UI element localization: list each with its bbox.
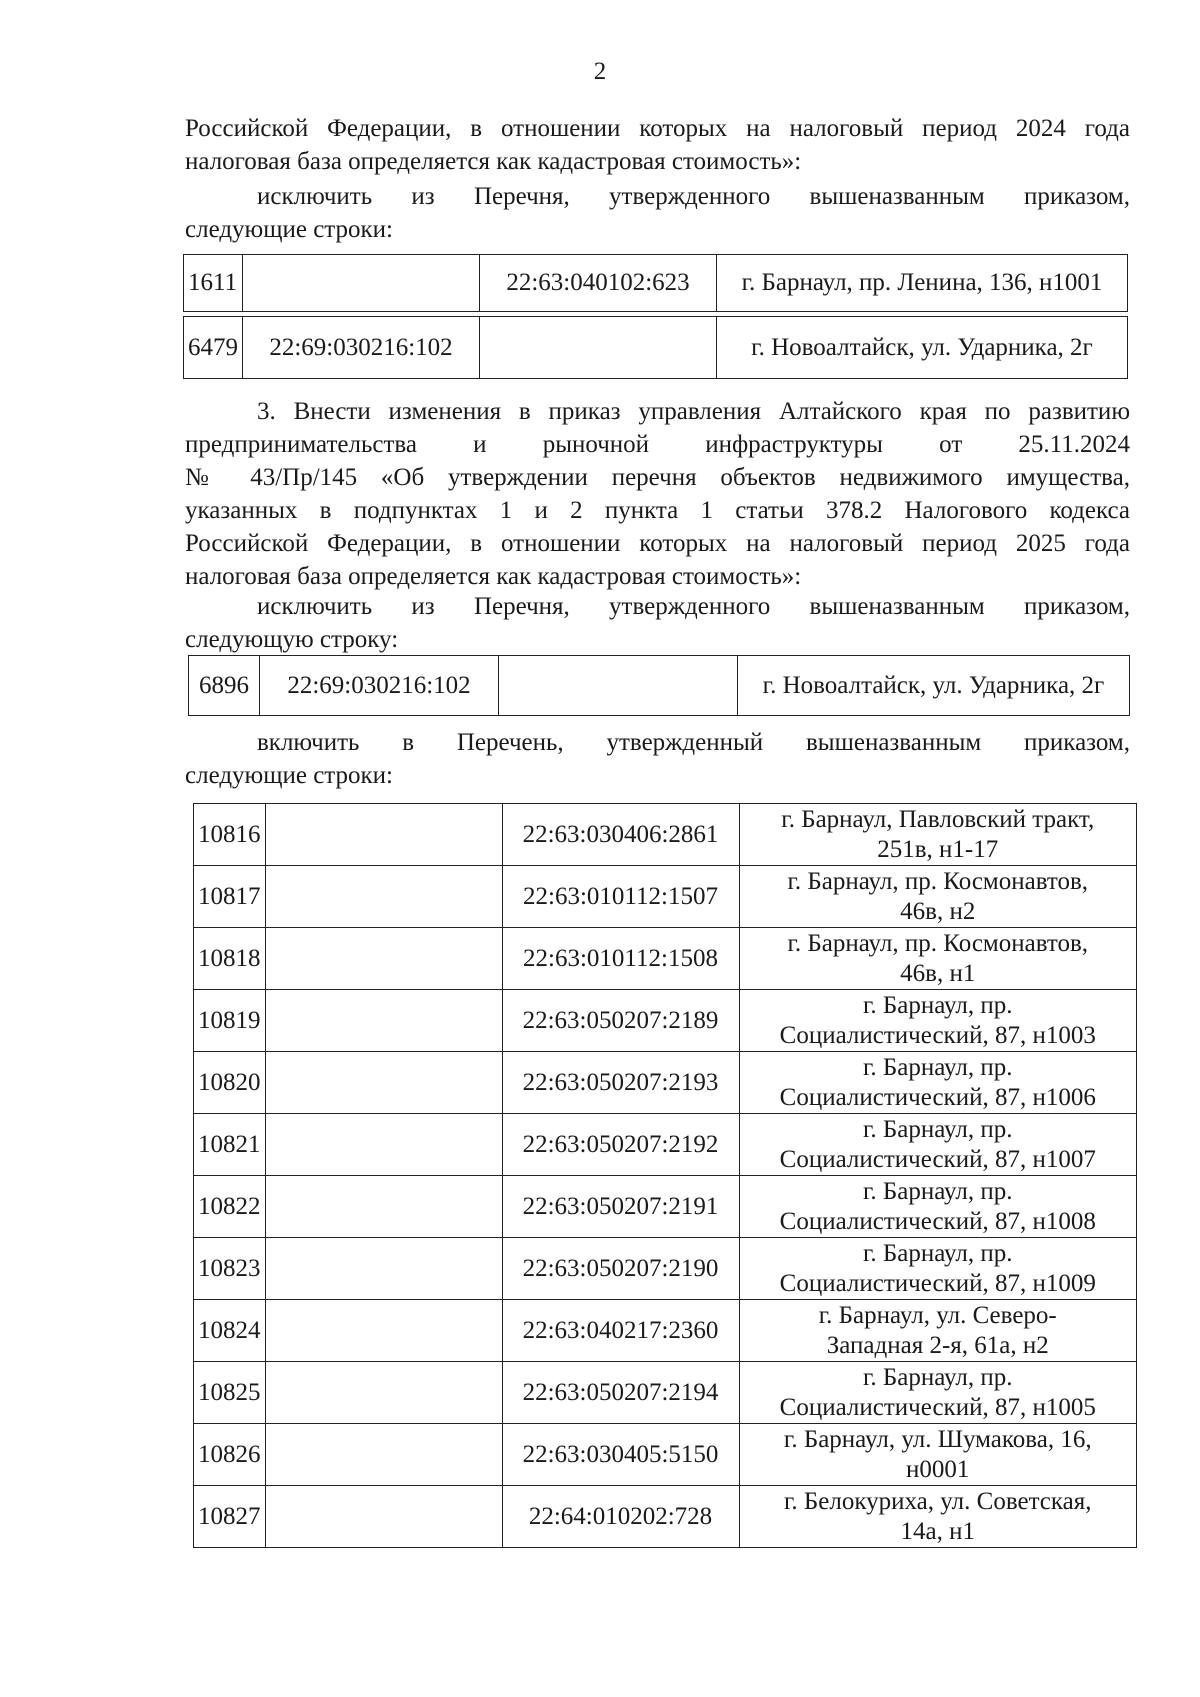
cadastral-number-cell xyxy=(265,1486,502,1548)
table-row xyxy=(194,1424,1137,1486)
row-number-cell: 10822 xyxy=(194,1176,266,1238)
row-number-cell: 10817 xyxy=(194,866,266,928)
row-number-cell: 10826 xyxy=(194,1424,266,1486)
cadastral-number-cell: 22:63:050207:2192 xyxy=(502,1114,739,1176)
cadastral-number-cell xyxy=(265,1114,502,1176)
table-row xyxy=(194,928,1137,990)
text-line: включить в Перечень, утвержденный вышеназванным приказом, xyxy=(257,729,1130,756)
cadastral-number-cell: 22:63:050207:2193 xyxy=(502,1052,739,1114)
table-row xyxy=(194,804,1137,866)
table-exclude-3 xyxy=(188,655,1130,716)
paragraph-item-3 xyxy=(185,395,1130,593)
cadastral-number-cell xyxy=(499,656,738,716)
table-row xyxy=(194,1238,1137,1300)
address-line: г. Барнаул, пр. xyxy=(862,1363,1013,1391)
cadastral-number-cell: 22:64:010202:728 xyxy=(502,1486,739,1548)
cadastral-number-cell: 22:63:040102:623 xyxy=(480,255,717,312)
table-row xyxy=(194,1114,1137,1176)
text-line: исключить из Перечня, утвержденного вышеназванным приказом, xyxy=(257,183,1130,210)
row-number-cell: 10823 xyxy=(194,1238,266,1300)
cadastral-number-cell xyxy=(265,866,502,928)
cadastral-number-cell: 22:63:010112:1508 xyxy=(502,928,739,990)
address-line: Западная 2-я, 61а, н2 xyxy=(826,1331,1049,1359)
text-line: 3. Внести изменения в приказ управления Алтайского края по развитию xyxy=(257,398,1130,425)
address-line: г. Барнаул, пр. xyxy=(862,1177,1013,1205)
table-row xyxy=(194,1362,1137,1424)
table-exclude-1 xyxy=(183,254,1128,312)
address-line: Социалистический, 87, н1005 xyxy=(779,1393,1096,1421)
row-number-cell: 1611 xyxy=(184,255,243,312)
table-row xyxy=(194,1176,1137,1238)
address-cell: г. Новоалтайск, ул. Ударника, 2г xyxy=(717,317,1128,379)
address-line: г. Барнаул, пр. xyxy=(862,1115,1013,1143)
text-line: исключить из Перечня, утвержденного вышеназванным приказом, xyxy=(257,593,1130,620)
text-line: предпринимательства и рыночной инфраструктуры от 25.11.2024 xyxy=(185,431,1130,458)
address-line: г. Барнаул, ул. Северо- xyxy=(818,1301,1057,1329)
address-line: Социалистический, 87, н1008 xyxy=(779,1207,1096,1235)
address-cell xyxy=(739,1300,1137,1362)
table-row xyxy=(184,255,1128,312)
row-number-cell: 10824 xyxy=(194,1300,266,1362)
cadastral-number-cell xyxy=(480,317,717,379)
table-row xyxy=(194,1052,1137,1114)
text-line: налоговая база определяется как кадастровая стоимость»: xyxy=(185,563,802,590)
text-line: Российской Федерации, в отношении которых на налоговый период 2025 года xyxy=(185,530,1130,557)
cadastral-number-cell: 22:63:050207:2189 xyxy=(502,990,739,1052)
address-line: н0001 xyxy=(906,1455,970,1483)
cadastral-number-cell: 22:63:050207:2190 xyxy=(502,1238,739,1300)
cadastral-number-cell xyxy=(265,1176,502,1238)
paragraph-exclude-2024 xyxy=(185,180,1130,246)
cadastral-number-cell: 22:69:030216:102 xyxy=(260,656,499,716)
address-line: г. Барнаул, пр. xyxy=(862,1239,1013,1267)
cadastral-number-cell: 22:63:050207:2194 xyxy=(502,1362,739,1424)
address-line: Социалистический, 87, н1009 xyxy=(779,1269,1096,1297)
row-number-cell: 10827 xyxy=(194,1486,266,1548)
address-cell xyxy=(739,1424,1137,1486)
row-number-cell: 10820 xyxy=(194,1052,266,1114)
address-cell xyxy=(739,1362,1137,1424)
address-line: г. Белокуриха, ул. Советская, xyxy=(783,1487,1092,1515)
address-cell xyxy=(739,1114,1137,1176)
row-number-cell: 10819 xyxy=(194,990,266,1052)
address-cell xyxy=(739,1238,1137,1300)
address-line: г. Барнаул, пр. Космонавтов, xyxy=(787,929,1089,957)
row-number-cell: 10818 xyxy=(194,928,266,990)
text-line: следующие строки: xyxy=(185,762,394,789)
text-line: налоговая база определяется как кадастровая стоимость»: xyxy=(185,148,802,175)
address-cell: г. Барнаул, пр. Ленина, 136, н1001 xyxy=(717,255,1128,312)
table-row xyxy=(194,866,1137,928)
address-line: 14а, н1 xyxy=(900,1517,975,1545)
cadastral-number-cell xyxy=(265,1362,502,1424)
row-number-cell: 10825 xyxy=(194,1362,266,1424)
address-line: Социалистический, 87, н1003 xyxy=(779,1021,1096,1049)
row-number-cell: 10816 xyxy=(194,804,266,866)
address-line: Социалистический, 87, н1007 xyxy=(779,1145,1096,1173)
address-cell xyxy=(739,1052,1137,1114)
address-cell: г. Новоалтайск, ул. Ударника, 2г xyxy=(738,656,1130,716)
cadastral-number-cell xyxy=(265,990,502,1052)
table-exclude-2 xyxy=(183,316,1128,379)
address-line: г. Барнаул, пр. xyxy=(862,991,1013,1019)
address-line: 46в, н2 xyxy=(900,897,976,925)
text-line: № 43/Пр/145 «Об утверждении перечня объектов недвижимого имущества, xyxy=(185,464,1130,491)
cadastral-number-cell xyxy=(265,1052,502,1114)
address-cell xyxy=(739,866,1137,928)
row-number-cell: 10821 xyxy=(194,1114,266,1176)
text-line: следующую строку: xyxy=(185,626,399,653)
cadastral-number-cell: 22:63:030406:2861 xyxy=(502,804,739,866)
table-row xyxy=(194,990,1137,1052)
address-line: 251в, н1-17 xyxy=(877,835,999,863)
address-line: г. Барнаул, пр. Космонавтов, xyxy=(787,867,1089,895)
address-line: Социалистический, 87, н1006 xyxy=(779,1083,1096,1111)
table-row xyxy=(184,317,1128,379)
row-number-cell: 6479 xyxy=(184,317,243,379)
address-cell xyxy=(739,990,1137,1052)
cadastral-number-cell xyxy=(265,1300,502,1362)
table-row xyxy=(194,1300,1137,1362)
cadastral-number-cell xyxy=(243,255,480,312)
cadastral-number-cell: 22:63:010112:1507 xyxy=(502,866,739,928)
table-row xyxy=(189,656,1130,716)
cadastral-number-cell: 22:63:040217:2360 xyxy=(502,1300,739,1362)
address-cell xyxy=(739,928,1137,990)
address-cell xyxy=(739,1176,1137,1238)
text-line: Российской Федерации, в отношении которых на налоговый период 2024 года xyxy=(185,115,1130,142)
address-line: г. Барнаул, ул. Шумакова, 16, xyxy=(783,1425,1092,1453)
address-line: 46в, н1 xyxy=(900,959,976,987)
page-number: 2 xyxy=(593,58,607,85)
cadastral-number-cell: 22:63:030405:5150 xyxy=(502,1424,739,1486)
text-line: указанных в подпунктах 1 и 2 пункта 1 статьи 378.2 Налогового кодекса xyxy=(185,497,1130,524)
cadastral-number-cell xyxy=(265,1238,502,1300)
row-number-cell: 6896 xyxy=(189,656,260,716)
cadastral-number-cell xyxy=(265,928,502,990)
cadastral-number-cell: 22:63:050207:2191 xyxy=(502,1176,739,1238)
address-cell xyxy=(739,804,1137,866)
paragraph-include xyxy=(185,726,1130,792)
table-row xyxy=(194,1486,1137,1548)
cadastral-number-cell: 22:69:030216:102 xyxy=(243,317,480,379)
address-line: г. Барнаул, Павловский тракт, xyxy=(781,805,1095,833)
address-cell xyxy=(739,1486,1137,1548)
cadastral-number-cell xyxy=(265,1424,502,1486)
text-line: следующие строки: xyxy=(185,216,394,243)
paragraph-exclude-2025 xyxy=(185,590,1130,656)
cadastral-number-cell xyxy=(265,804,502,866)
table-include xyxy=(193,803,1137,1548)
paragraph-continuation xyxy=(185,112,1130,178)
address-line: г. Барнаул, пр. xyxy=(862,1053,1013,1081)
